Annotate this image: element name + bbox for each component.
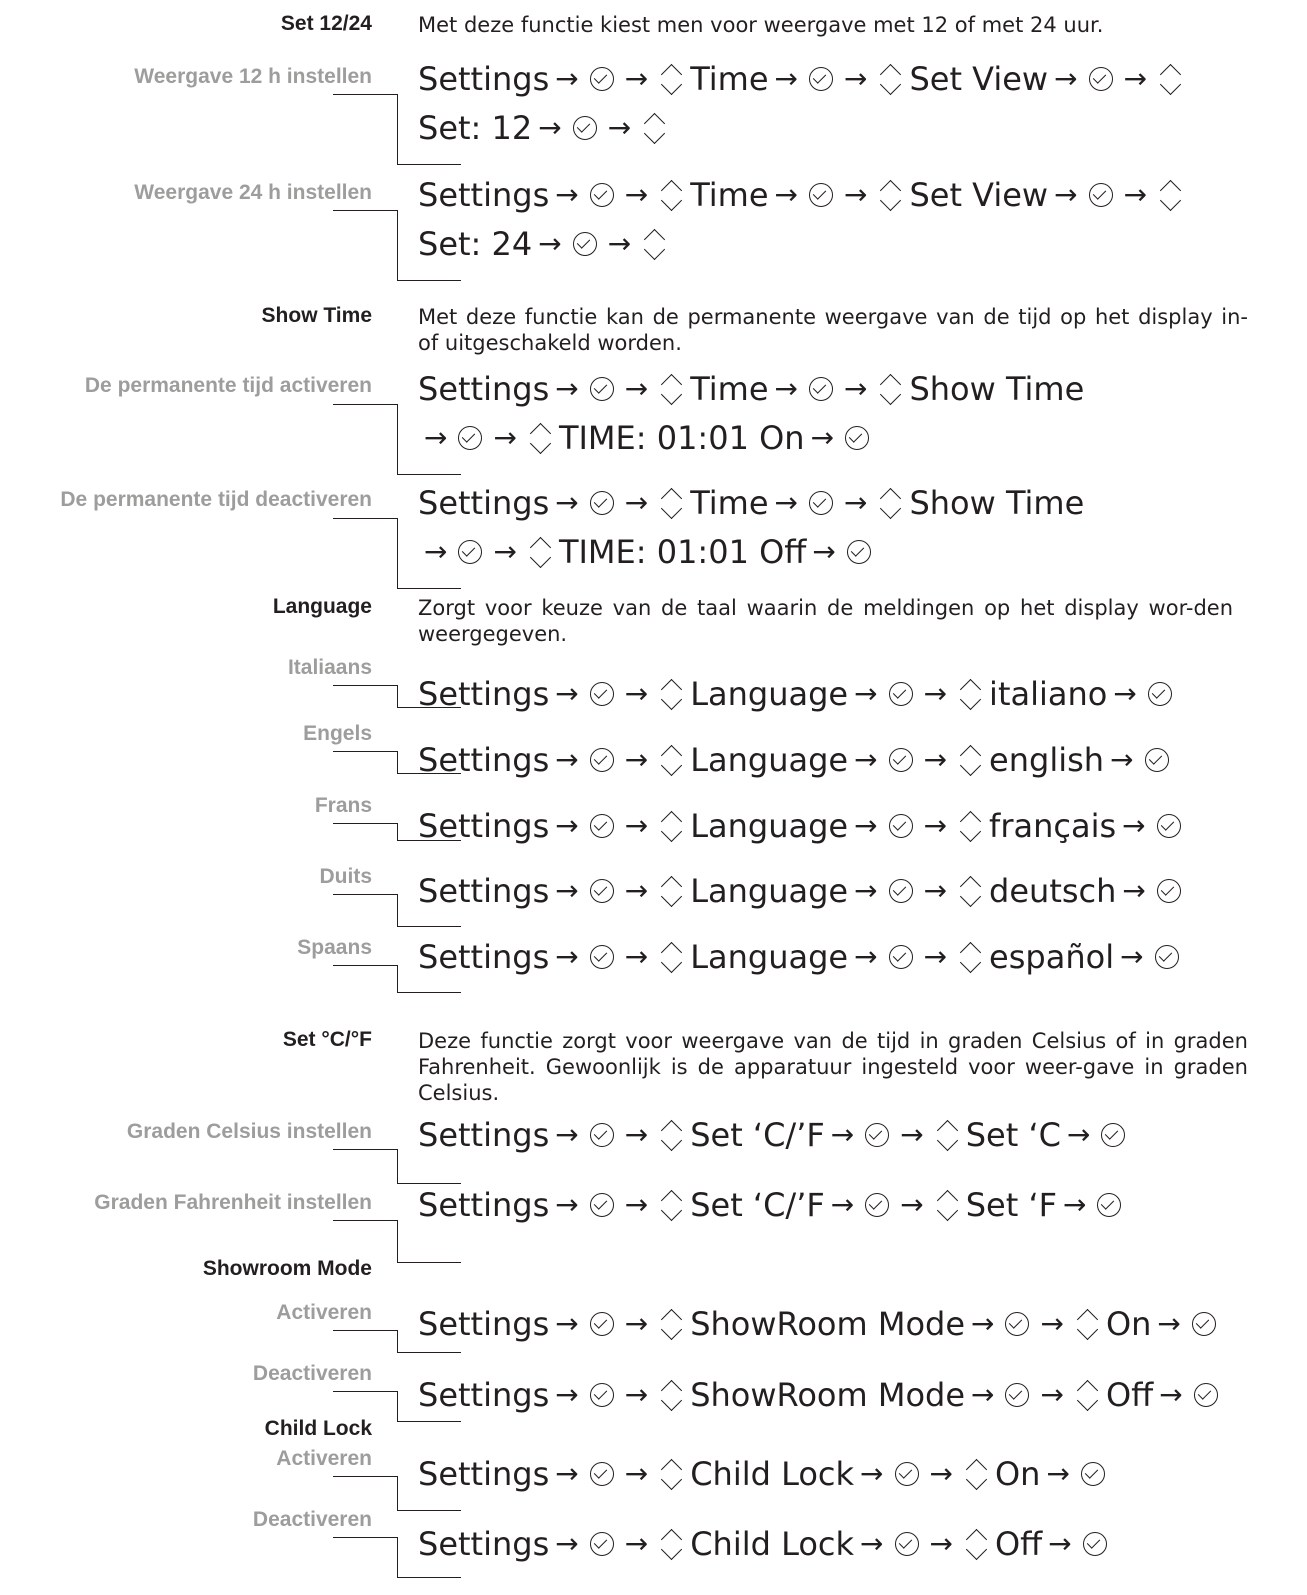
up-down-icon xyxy=(936,1111,960,1159)
checkmark-circle-icon xyxy=(590,1193,614,1217)
arrow-right-icon: → xyxy=(555,677,579,710)
menu-sequence xyxy=(418,414,874,462)
arrow-right-icon: → xyxy=(860,1457,884,1490)
arrow-right-icon: → xyxy=(555,1118,579,1151)
arrow-right-icon: → xyxy=(923,743,948,776)
menu-sequence xyxy=(418,802,1186,850)
step: Set View xyxy=(909,176,1049,214)
checkmark-circle-icon xyxy=(1145,748,1169,772)
checkmark-circle-icon xyxy=(889,814,913,838)
arrow-right-icon: → xyxy=(860,1527,884,1560)
arrow-right-icon: → xyxy=(538,111,562,144)
menu-sequence xyxy=(418,670,1177,718)
checkmark-circle-icon xyxy=(809,67,833,91)
checkmark-circle-icon xyxy=(865,1123,889,1147)
arrow-right-icon: → xyxy=(900,1188,924,1221)
menu-sequence xyxy=(418,55,1189,103)
checkmark-circle-icon xyxy=(458,426,482,450)
arrow-right-icon: → xyxy=(555,1457,579,1490)
up-down-icon xyxy=(660,365,684,413)
up-down-icon xyxy=(660,736,684,784)
up-down-icon xyxy=(959,933,983,981)
menu-sequence xyxy=(418,736,1174,784)
checkmark-circle-icon xyxy=(590,945,614,969)
checkmark-circle-icon xyxy=(1157,814,1181,838)
item-label: Weergave 24 h instellen xyxy=(134,181,372,204)
menu-sequence xyxy=(418,220,673,268)
arrow-right-icon: → xyxy=(774,486,798,519)
step: Settings xyxy=(418,1525,550,1563)
arrow-right-icon: → xyxy=(774,372,798,405)
step: Settings xyxy=(418,176,550,214)
up-down-icon xyxy=(529,528,553,576)
up-down-icon xyxy=(660,1111,684,1159)
arrow-right-icon: → xyxy=(923,809,948,842)
arrow-right-icon: → xyxy=(624,372,649,405)
up-down-icon xyxy=(879,171,903,219)
arrow-right-icon: → xyxy=(624,1307,649,1340)
arrow-right-icon: → xyxy=(1063,1188,1087,1221)
arrow-right-icon: → xyxy=(1157,1307,1181,1340)
menu-sequence xyxy=(418,104,673,152)
checkmark-circle-icon xyxy=(809,377,833,401)
arrow-right-icon: → xyxy=(1066,1118,1091,1151)
step: TIME: 01:01 On xyxy=(558,419,805,457)
section-heading-showroom-mode: Showroom Mode xyxy=(202,1257,372,1280)
item-label: Engels xyxy=(303,722,372,745)
step: deutsch xyxy=(989,872,1117,910)
up-down-icon xyxy=(660,1371,684,1419)
checkmark-circle-icon xyxy=(573,116,597,140)
arrow-right-icon: → xyxy=(555,809,579,842)
arrow-right-icon: → xyxy=(923,677,948,710)
up-down-icon xyxy=(529,414,553,462)
item-label: De permanente tijd deactiveren xyxy=(60,488,372,511)
arrow-right-icon: → xyxy=(810,421,835,454)
up-down-icon xyxy=(965,1520,989,1568)
arrow-right-icon: → xyxy=(555,486,579,519)
arrow-right-icon: → xyxy=(929,1527,953,1560)
checkmark-circle-icon xyxy=(590,1123,614,1147)
checkmark-circle-icon xyxy=(1155,945,1179,969)
item-label: Deactiveren xyxy=(252,1508,372,1531)
arrow-right-icon: → xyxy=(624,1457,649,1490)
menu-sequence xyxy=(418,933,1184,981)
step: ShowRoom Mode xyxy=(690,1305,966,1343)
step: Time xyxy=(690,60,769,98)
checkmark-circle-icon xyxy=(1148,682,1172,706)
arrow-right-icon: → xyxy=(843,178,868,211)
arrow-right-icon: → xyxy=(555,1307,579,1340)
step: Settings xyxy=(418,1376,550,1414)
item-label: Activeren xyxy=(276,1301,372,1324)
arrow-right-icon: → xyxy=(493,421,517,454)
menu-sequence xyxy=(418,867,1186,915)
arrow-right-icon: → xyxy=(854,677,878,710)
arrow-right-icon: → xyxy=(843,486,868,519)
up-down-icon xyxy=(965,1450,989,1498)
up-down-icon xyxy=(660,933,684,981)
checkmark-circle-icon xyxy=(1194,1383,1218,1407)
checkmark-circle-icon xyxy=(889,682,913,706)
arrow-right-icon: → xyxy=(1054,62,1078,95)
menu-sequence xyxy=(418,528,876,576)
step: Language xyxy=(690,807,849,845)
up-down-icon xyxy=(660,55,684,103)
step: Set: 24 xyxy=(418,225,533,263)
checkmark-circle-icon xyxy=(590,183,614,207)
step: Settings xyxy=(418,1455,550,1493)
arrow-right-icon: → xyxy=(1120,940,1144,973)
arrow-right-icon: → xyxy=(1110,743,1134,776)
checkmark-circle-icon xyxy=(809,183,833,207)
step: Settings xyxy=(418,484,550,522)
checkmark-circle-icon xyxy=(895,1462,919,1486)
up-down-icon xyxy=(879,479,903,527)
up-down-icon xyxy=(1159,55,1183,103)
checkmark-circle-icon xyxy=(458,540,482,564)
arrow-right-icon: → xyxy=(624,940,649,973)
item-label: Graden Fahrenheit instellen xyxy=(94,1191,372,1214)
up-down-icon xyxy=(936,1181,960,1229)
step: Settings xyxy=(418,60,550,98)
checkmark-circle-icon xyxy=(590,682,614,706)
checkmark-circle-icon xyxy=(1005,1312,1029,1336)
step: On xyxy=(994,1455,1041,1493)
arrow-right-icon: → xyxy=(555,874,579,907)
arrow-right-icon: → xyxy=(555,743,579,776)
checkmark-circle-icon xyxy=(895,1532,919,1556)
checkmark-circle-icon xyxy=(1083,1532,1107,1556)
item-label: Weergave 12 h instellen xyxy=(134,65,372,88)
checkmark-circle-icon xyxy=(590,377,614,401)
menu-sequence xyxy=(418,1111,1130,1159)
arrow-right-icon: → xyxy=(971,1378,995,1411)
step: Language xyxy=(690,741,849,779)
arrow-right-icon: → xyxy=(624,62,649,95)
item-label: Graden Celsius instellen xyxy=(126,1120,372,1143)
step: italiano xyxy=(989,675,1108,713)
step: english xyxy=(989,741,1105,779)
step: ShowRoom Mode xyxy=(690,1376,966,1414)
arrow-right-icon: → xyxy=(624,486,649,519)
step: Time xyxy=(690,484,769,522)
menu-sequence xyxy=(418,171,1189,219)
checkmark-circle-icon xyxy=(590,1383,614,1407)
up-down-icon xyxy=(959,867,983,915)
checkmark-circle-icon xyxy=(1081,1462,1105,1486)
arrow-right-icon: → xyxy=(555,1378,579,1411)
arrow-right-icon: → xyxy=(1159,1378,1183,1411)
item-label: Activeren xyxy=(276,1447,372,1470)
arrow-right-icon: → xyxy=(812,535,836,568)
arrow-right-icon: → xyxy=(843,62,868,95)
checkmark-circle-icon xyxy=(1157,879,1181,903)
up-down-icon xyxy=(879,365,903,413)
step: español xyxy=(989,938,1115,976)
arrow-right-icon: → xyxy=(624,1188,649,1221)
step: Show Time xyxy=(909,370,1085,408)
arrow-right-icon: → xyxy=(424,535,448,568)
checkmark-circle-icon xyxy=(590,1312,614,1336)
checkmark-circle-icon xyxy=(590,1532,614,1556)
item-label: Spaans xyxy=(297,936,372,959)
item-label: Italiaans xyxy=(287,656,372,679)
step: Show Time xyxy=(909,484,1085,522)
arrow-right-icon: → xyxy=(624,1527,649,1560)
up-down-icon xyxy=(660,1300,684,1348)
step: Language xyxy=(690,938,849,976)
arrow-right-icon: → xyxy=(923,874,948,907)
step: Settings xyxy=(418,1116,550,1154)
step: Settings xyxy=(418,741,550,779)
checkmark-circle-icon xyxy=(889,879,913,903)
up-down-icon xyxy=(643,104,667,152)
section-description: Zorgt voor keuze van de taal waarin de meldingen op het display wor-den weergegeven. xyxy=(418,596,1233,646)
up-down-icon xyxy=(1076,1371,1100,1419)
arrow-right-icon: → xyxy=(555,372,579,405)
up-down-icon xyxy=(660,171,684,219)
step: Settings xyxy=(418,872,550,910)
section-heading-set-c-f: Set °C/°F xyxy=(282,1028,372,1051)
step: Settings xyxy=(418,938,550,976)
up-down-icon xyxy=(660,1520,684,1568)
arrow-right-icon: → xyxy=(555,62,579,95)
up-down-icon xyxy=(959,736,983,784)
arrow-right-icon: → xyxy=(1123,178,1148,211)
checkmark-circle-icon xyxy=(573,232,597,256)
arrow-right-icon: → xyxy=(1046,1457,1070,1490)
checkmark-circle-icon xyxy=(865,1193,889,1217)
step: Set ‘C/’F xyxy=(690,1116,825,1154)
checkmark-circle-icon xyxy=(889,945,913,969)
up-down-icon xyxy=(660,1181,684,1229)
arrow-right-icon: → xyxy=(1040,1378,1064,1411)
up-down-icon xyxy=(643,220,667,268)
arrow-right-icon: → xyxy=(774,62,798,95)
arrow-right-icon: → xyxy=(624,1378,649,1411)
arrow-right-icon: → xyxy=(854,809,878,842)
arrow-right-icon: → xyxy=(555,1527,579,1560)
arrow-right-icon: → xyxy=(929,1457,953,1490)
checkmark-circle-icon xyxy=(1097,1193,1121,1217)
arrow-right-icon: → xyxy=(624,1118,649,1151)
step: Off xyxy=(1105,1376,1154,1414)
arrow-right-icon: → xyxy=(555,940,579,973)
arrow-right-icon: → xyxy=(1113,677,1137,710)
up-down-icon xyxy=(660,802,684,850)
step: On xyxy=(1105,1305,1152,1343)
step: Settings xyxy=(418,1186,550,1224)
checkmark-circle-icon xyxy=(590,491,614,515)
arrow-right-icon: → xyxy=(607,111,632,144)
arrow-right-icon: → xyxy=(854,874,878,907)
arrow-right-icon: → xyxy=(424,421,448,454)
arrow-right-icon: → xyxy=(493,535,517,568)
section-description: Deze functie zorgt voor weergave van de tijd in graden Celsius of in graden Fahrenheit. Gewoonlijk is de apparatuur ingesteld voor weer-gave in graden Celsius. xyxy=(418,1029,1248,1105)
menu-sequence xyxy=(418,1520,1112,1568)
up-down-icon xyxy=(660,479,684,527)
arrow-right-icon: → xyxy=(555,178,579,211)
step: Language xyxy=(690,872,849,910)
section-heading-set-12-24: Set 12/24 xyxy=(280,12,372,35)
checkmark-circle-icon xyxy=(590,1462,614,1486)
step: Set ‘C/’F xyxy=(690,1186,825,1224)
step: Time xyxy=(690,176,769,214)
arrow-right-icon: → xyxy=(538,227,562,260)
arrow-right-icon: → xyxy=(1040,1307,1064,1340)
arrow-right-icon: → xyxy=(624,809,649,842)
item-label: De permanente tijd activeren xyxy=(84,374,372,397)
section-description: Met deze functie kan de permanente weergave van de tijd op het display in- of uitgeschakeld worden. xyxy=(418,305,1248,355)
arrow-right-icon: → xyxy=(900,1118,924,1151)
arrow-right-icon: → xyxy=(854,743,878,776)
arrow-right-icon: → xyxy=(1123,62,1148,95)
arrow-right-icon: → xyxy=(843,372,868,405)
arrow-right-icon: → xyxy=(555,1188,579,1221)
step: Settings xyxy=(418,807,550,845)
up-down-icon xyxy=(1159,171,1183,219)
menu-sequence xyxy=(418,1450,1110,1498)
step: Set ‘C xyxy=(965,1116,1061,1154)
arrow-right-icon: → xyxy=(1122,874,1146,907)
arrow-right-icon: → xyxy=(774,178,798,211)
menu-sequence xyxy=(418,479,1084,527)
up-down-icon xyxy=(660,670,684,718)
arrow-right-icon: → xyxy=(971,1307,995,1340)
up-down-icon xyxy=(1076,1300,1100,1348)
up-down-icon xyxy=(959,670,983,718)
step: Settings xyxy=(418,370,550,408)
step: Off xyxy=(994,1525,1043,1563)
menu-sequence xyxy=(418,1181,1126,1229)
up-down-icon xyxy=(959,802,983,850)
arrow-right-icon: → xyxy=(1122,809,1146,842)
checkmark-circle-icon xyxy=(889,748,913,772)
item-label: Duits xyxy=(319,865,372,888)
checkmark-circle-icon xyxy=(1005,1383,1029,1407)
step: Set: 12 xyxy=(418,109,533,147)
section-heading-show-time: Show Time xyxy=(261,304,372,327)
arrow-right-icon: → xyxy=(1054,178,1078,211)
arrow-right-icon: → xyxy=(854,940,878,973)
step: TIME: 01:01 Off xyxy=(558,533,807,571)
checkmark-circle-icon xyxy=(1101,1123,1125,1147)
checkmark-circle-icon xyxy=(1089,67,1113,91)
up-down-icon xyxy=(660,1450,684,1498)
arrow-right-icon: → xyxy=(624,874,649,907)
step: Settings xyxy=(418,675,550,713)
step: français xyxy=(989,807,1117,845)
menu-sequence xyxy=(418,1300,1221,1348)
checkmark-circle-icon xyxy=(590,748,614,772)
item-label: Frans xyxy=(314,794,372,817)
step: Set ‘F xyxy=(965,1186,1058,1224)
checkmark-circle-icon xyxy=(1192,1312,1216,1336)
checkmark-circle-icon xyxy=(590,879,614,903)
step: Set View xyxy=(909,60,1049,98)
checkmark-circle-icon xyxy=(590,67,614,91)
checkmark-circle-icon xyxy=(1089,183,1113,207)
step: Settings xyxy=(418,1305,550,1343)
checkmark-circle-icon xyxy=(845,426,869,450)
checkmark-circle-icon xyxy=(809,491,833,515)
checkmark-circle-icon xyxy=(847,540,871,564)
arrow-right-icon: → xyxy=(624,178,649,211)
arrow-right-icon: → xyxy=(624,677,649,710)
arrow-right-icon: → xyxy=(607,227,632,260)
checkmark-circle-icon xyxy=(590,814,614,838)
arrow-right-icon: → xyxy=(1048,1527,1072,1560)
arrow-right-icon: → xyxy=(830,1188,855,1221)
arrow-right-icon: → xyxy=(624,743,649,776)
step: Child Lock xyxy=(690,1525,855,1563)
menu-sequence xyxy=(418,365,1084,413)
menu-sequence xyxy=(418,1371,1223,1419)
arrow-right-icon: → xyxy=(923,940,948,973)
arrow-right-icon: → xyxy=(830,1118,855,1151)
up-down-icon xyxy=(660,867,684,915)
section-heading-child-lock: Child Lock xyxy=(264,1417,372,1440)
up-down-icon xyxy=(879,55,903,103)
section-heading-language: Language xyxy=(272,595,372,618)
step: Child Lock xyxy=(690,1455,855,1493)
step: Language xyxy=(690,675,849,713)
step: Time xyxy=(690,370,769,408)
item-label: Deactiveren xyxy=(252,1362,372,1385)
section-description: Met deze functie kiest men voor weergave met 12 of met 24 uur. xyxy=(418,13,1104,37)
